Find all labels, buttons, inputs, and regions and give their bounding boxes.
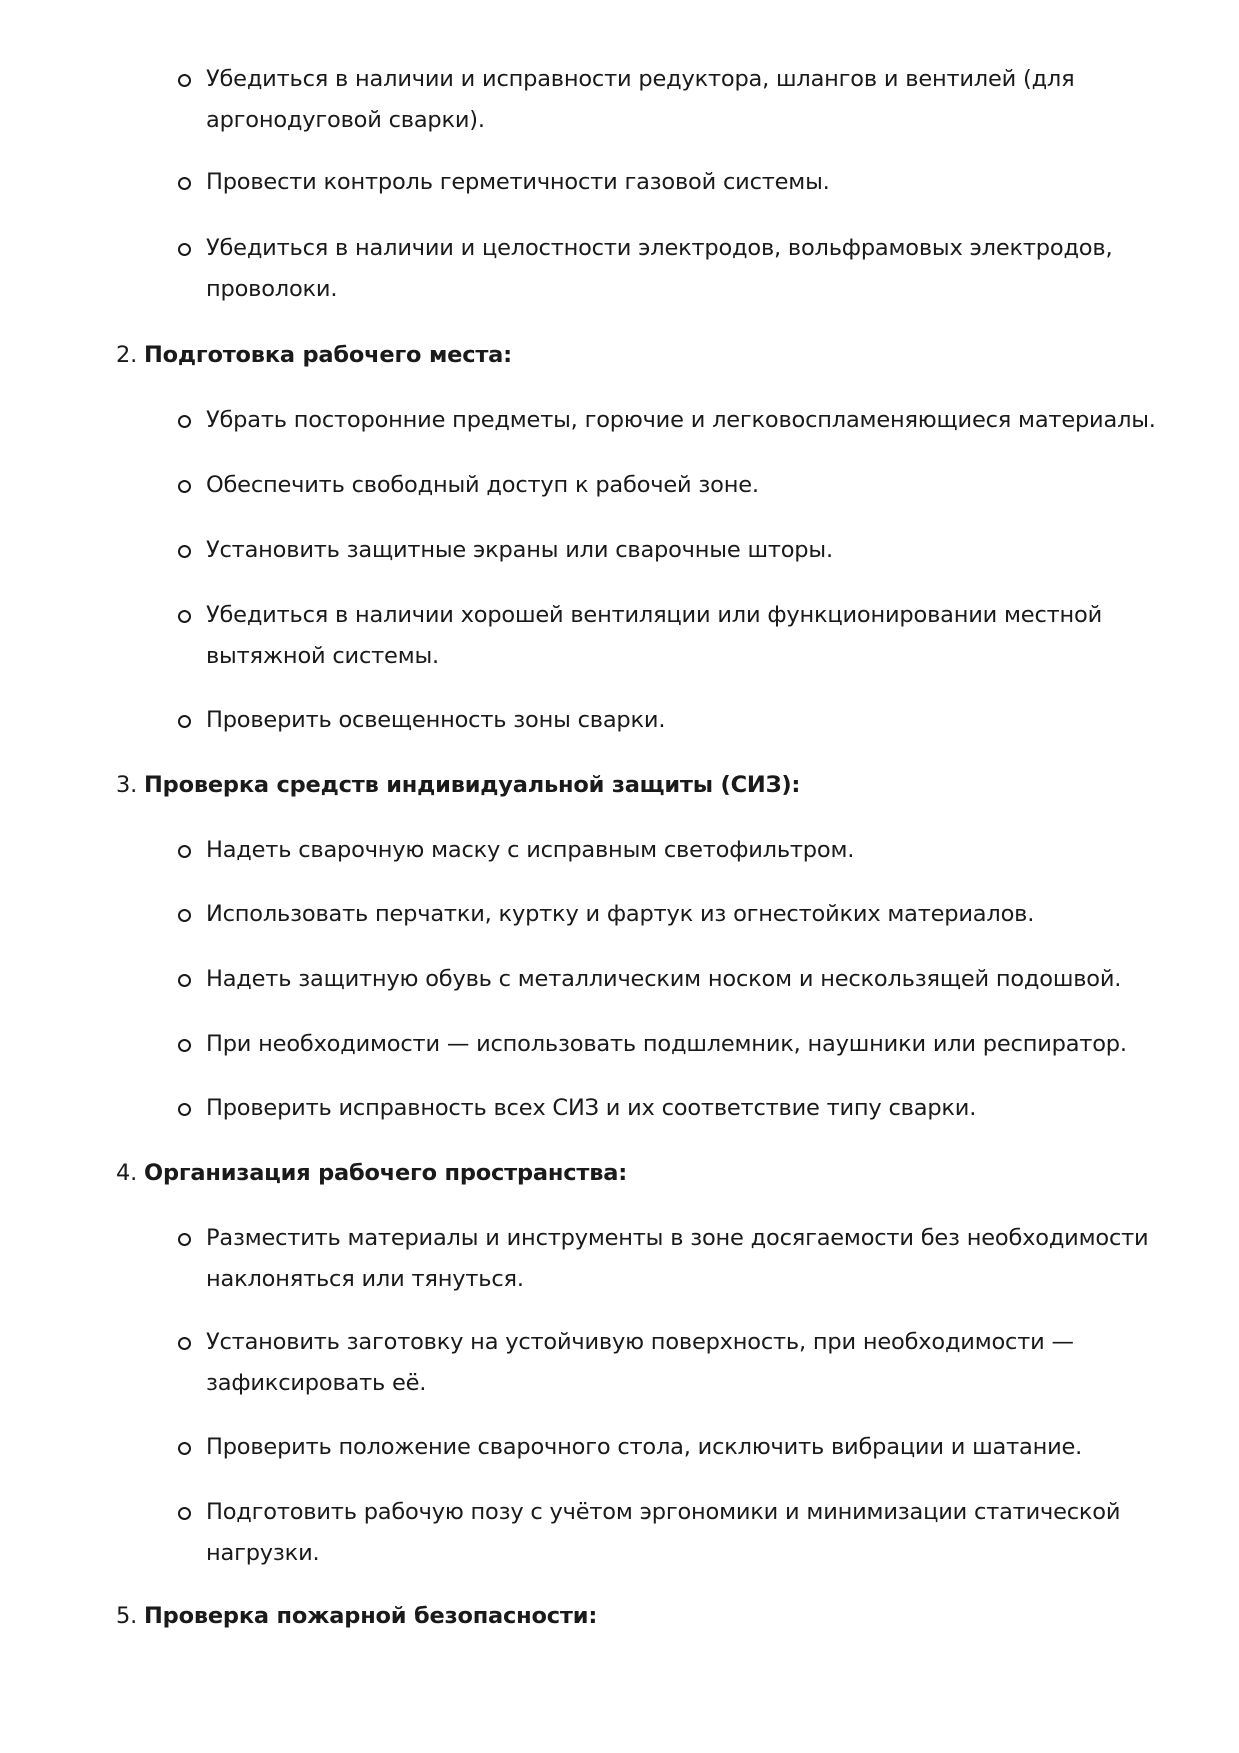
- hollow-circle-bullet-icon: [178, 715, 191, 728]
- hollow-circle-bullet-icon: [178, 415, 191, 428]
- hollow-circle-bullet-icon: [178, 74, 191, 87]
- list-item: [206, 1088, 1166, 1129]
- section-heading: [116, 1153, 1116, 1194]
- list-item: [206, 700, 1166, 741]
- list-item-text: Установить заготовку на устойчивую поверхность, при необходимости — зафиксировать её.: [206, 1329, 1074, 1396]
- hollow-circle-bullet-icon: [178, 177, 191, 190]
- list-item: [206, 1492, 1166, 1574]
- list-item-text: Убедиться в наличии и целостности электродов, вольфрамовых электродов, проволоки.: [206, 235, 1113, 302]
- list-item: [206, 228, 1166, 310]
- section-heading: [116, 1596, 1116, 1637]
- section-number: 2.: [116, 342, 138, 368]
- section-heading: [116, 335, 1116, 376]
- hollow-circle-bullet-icon: [178, 545, 191, 558]
- hollow-circle-bullet-icon: [178, 480, 191, 493]
- list-item: [206, 894, 1166, 935]
- hollow-circle-bullet-icon: [178, 243, 191, 256]
- hollow-circle-bullet-icon: [178, 1442, 191, 1455]
- list-item: [206, 830, 1166, 871]
- section-number: 3.: [116, 772, 138, 798]
- list-item-text: Провести контроль герметичности газовой системы.: [206, 169, 830, 195]
- list-item-text: Проверить положение сварочного стола, исключить вибрации и шатание.: [206, 1434, 1083, 1460]
- list-item: [206, 162, 1166, 203]
- hollow-circle-bullet-icon: [178, 1337, 191, 1350]
- list-item-text: Надеть защитную обувь с металлическим носком и нескользящей подошвой.: [206, 966, 1122, 992]
- hollow-circle-bullet-icon: [178, 1039, 191, 1052]
- list-item: [206, 595, 1166, 677]
- hollow-circle-bullet-icon: [178, 610, 191, 623]
- list-item-text: Надеть сварочную маску с исправным светофильтром.: [206, 837, 855, 863]
- list-item-text: Установить защитные экраны или сварочные шторы.: [206, 537, 833, 563]
- list-item-text: Убедиться в наличии хорошей вентиляции или функционировании местной вытяжной системы.: [206, 602, 1103, 669]
- section-heading: [116, 765, 1116, 806]
- list-item-text: Использовать перчатки, куртку и фартук из огнестойких материалов.: [206, 901, 1035, 927]
- list-item: [206, 1427, 1166, 1468]
- section-number: 4.: [116, 1160, 138, 1186]
- hollow-circle-bullet-icon: [178, 1103, 191, 1116]
- list-item: [206, 400, 1166, 441]
- section-title: Организация рабочего пространства:: [144, 1160, 628, 1186]
- list-item-text: Проверить исправность всех СИЗ и их соответствие типу сварки.: [206, 1095, 977, 1121]
- list-item: [206, 465, 1166, 506]
- hollow-circle-bullet-icon: [178, 1507, 191, 1520]
- section-title: Подготовка рабочего места:: [144, 342, 512, 368]
- list-item-text: Проверить освещенность зоны сварки.: [206, 707, 666, 733]
- list-item-text: Подготовить рабочую позу с учётом эргономики и минимизации статической нагрузки.: [206, 1499, 1121, 1566]
- list-item-text: Разместить материалы и инструменты в зоне досягаемости без необходимости наклоняться или тянуться.: [206, 1225, 1149, 1292]
- section-number: 5.: [116, 1603, 138, 1629]
- list-item-text: При необходимости — использовать подшлемник, наушники или респиратор.: [206, 1031, 1127, 1057]
- hollow-circle-bullet-icon: [178, 1233, 191, 1246]
- section-title: Проверка средств индивидуальной защиты (СИЗ):: [144, 772, 801, 798]
- hollow-circle-bullet-icon: [178, 845, 191, 858]
- hollow-circle-bullet-icon: [178, 909, 191, 922]
- hollow-circle-bullet-icon: [178, 974, 191, 987]
- section-title: Проверка пожарной безопасности:: [144, 1603, 598, 1629]
- list-item-text: Обеспечить свободный доступ к рабочей зоне.: [206, 472, 759, 498]
- list-item: [206, 530, 1166, 571]
- list-item: [206, 1322, 1166, 1404]
- list-item-text: Убрать посторонние предметы, горючие и легковоспламеняющиеся материалы.: [206, 407, 1156, 433]
- list-item-text: Убедиться в наличии и исправности редуктора, шлангов и вентилей (для аргонодуговой сварки).: [206, 66, 1075, 133]
- list-item: [206, 1024, 1166, 1065]
- list-item: [206, 959, 1166, 1000]
- list-item: [206, 59, 1166, 141]
- list-item: [206, 1218, 1166, 1300]
